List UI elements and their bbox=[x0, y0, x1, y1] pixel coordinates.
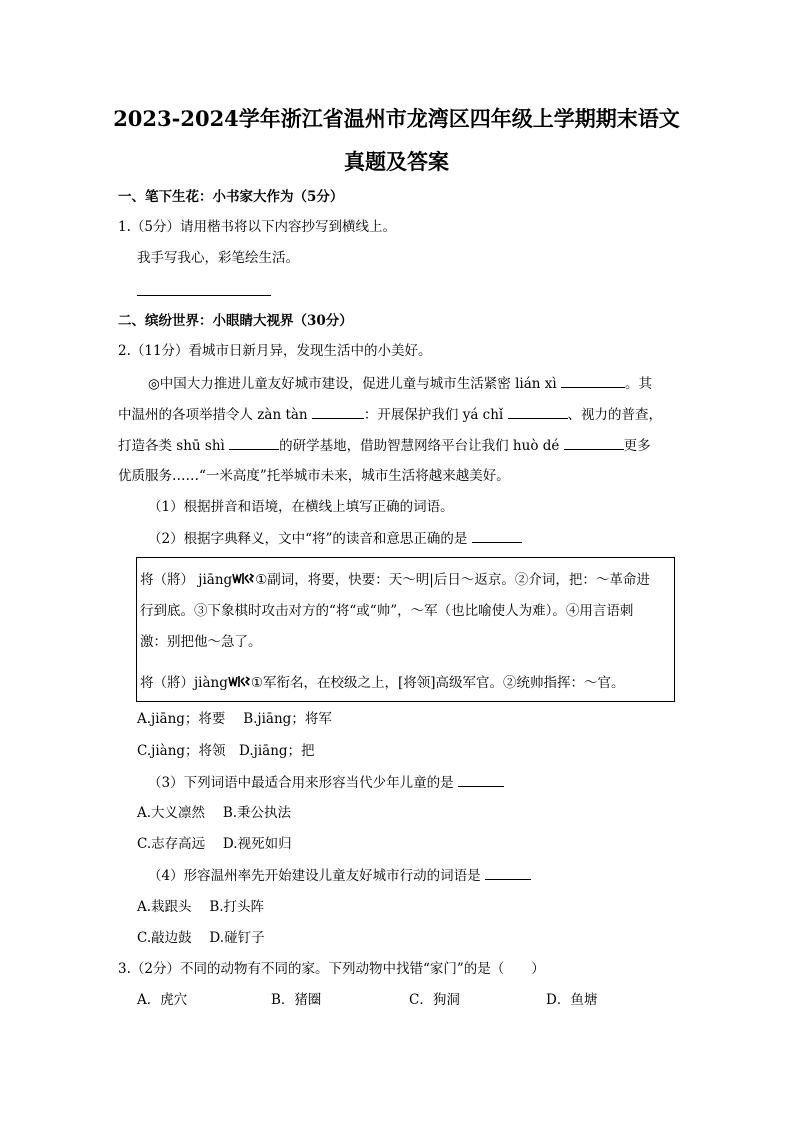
pinyin-seal-icon bbox=[228, 675, 250, 688]
section2-heading: 二、缤纷世界：小眼睛大视界（30分） bbox=[118, 313, 353, 329]
pinyin-seal-icon bbox=[232, 572, 254, 585]
q3-option-c[interactable]: C．狗洞 bbox=[409, 992, 460, 1008]
sub3-options-row1[interactable]: A.大义凛然 B.秉公执法 bbox=[137, 805, 292, 821]
dict-entry-1-line-2: 行到底。③下象棋时攻击对方的“将“或“帅”，～军（也比喻使人为难）。④用言语刺 bbox=[140, 603, 634, 619]
dict-entry-1-line-1: 将（將） jiāng ①副词，将要，快要：天～明|后日～返京。②介词，把：～革命进 bbox=[140, 572, 650, 588]
question-1: 1.（5分）请用楷书将以下内容抄写到横线上。 bbox=[118, 219, 396, 235]
section1-heading: 一、笔下生花：小书家大作为（5分） bbox=[118, 189, 344, 205]
q3-option-a[interactable]: A．虎穴 bbox=[137, 992, 188, 1008]
sub-question-3: （3）下列词语中最适合用来形容当代少年儿童的是 bbox=[148, 773, 504, 792]
question-3: 3.（2分）不同的动物有不同的家。下列动物中找错“家门”的是（ ） bbox=[118, 961, 545, 977]
sub-question-4: （4）形容温州率先开始建设儿童友好城市行动的词语是 bbox=[148, 866, 531, 885]
passage-line-3: 打造各类 shū shì 的研学基地，借助智慧网络平台让我们 huò dé 更多 bbox=[118, 438, 651, 454]
passage-line-1: ◎中国大力推进儿童友好城市建设，促进儿童与城市生活紧密 lián xì 。其 bbox=[148, 376, 652, 392]
dict-entry-2: 将（將）jiàng ①军衔名，在校级之上，[将领]高级军官。②统帅指挥：～官。 bbox=[140, 675, 625, 691]
blank-zan-tan[interactable] bbox=[312, 405, 364, 419]
sub-question-1: （1）根据拼音和语境，在横线上填写正确的词语。 bbox=[148, 499, 454, 515]
sub2-options-row1[interactable]: A.jiāng；将要 B.jiāng；将军 bbox=[137, 711, 332, 727]
blank-lian-xi[interactable] bbox=[561, 374, 625, 388]
q3-option-d[interactable]: D．鱼塘 bbox=[546, 992, 598, 1008]
blank-sub3[interactable] bbox=[458, 773, 504, 787]
blank-sub2[interactable] bbox=[472, 529, 522, 543]
blank-sub4[interactable] bbox=[485, 866, 531, 880]
sub-question-2: （2）根据字典释义，文中“将”的读音和意思正确的是 bbox=[148, 529, 522, 548]
blank-ya-chi[interactable] bbox=[508, 405, 568, 419]
sub4-options-row2[interactable]: C.敲边鼓 D.碰钉子 bbox=[137, 930, 265, 946]
page-title-line2: 真题及答案 bbox=[344, 149, 449, 174]
dict-entry-1-line-3: 激：别把他～急了。 bbox=[140, 634, 262, 650]
question-2: 2.（11分）看城市日新月异，发现生活中的小美好。 bbox=[118, 343, 432, 359]
blank-shu-shi[interactable] bbox=[229, 436, 279, 450]
sub2-options-row2[interactable]: C.jiàng；将领 D.jiāng；把 bbox=[137, 743, 315, 759]
answer-line[interactable] bbox=[137, 295, 271, 296]
passage-line-4: 优质服务……“一米高度”托举城市未来，城市生活将越来越美好。 bbox=[118, 468, 510, 484]
blank-huo-de[interactable] bbox=[564, 436, 624, 450]
sub4-options-row1[interactable]: A.栽跟头 B.打头阵 bbox=[137, 899, 265, 915]
page-title-line1: 2023-2024学年浙江省温州市龙湾区四年级上学期期末语文 bbox=[113, 106, 680, 131]
question-1-text: 我手写我心，彩笔绘生活。 bbox=[137, 250, 299, 266]
passage-line-2: 中温州的各项举措令人 zàn tàn ：开展保护我们 yá chǐ 、视力的普查， bbox=[118, 407, 663, 423]
q3-option-b[interactable]: B．猪圈 bbox=[271, 992, 322, 1008]
sub3-options-row2[interactable]: C.志存高远 D.视死如归 bbox=[137, 836, 292, 852]
